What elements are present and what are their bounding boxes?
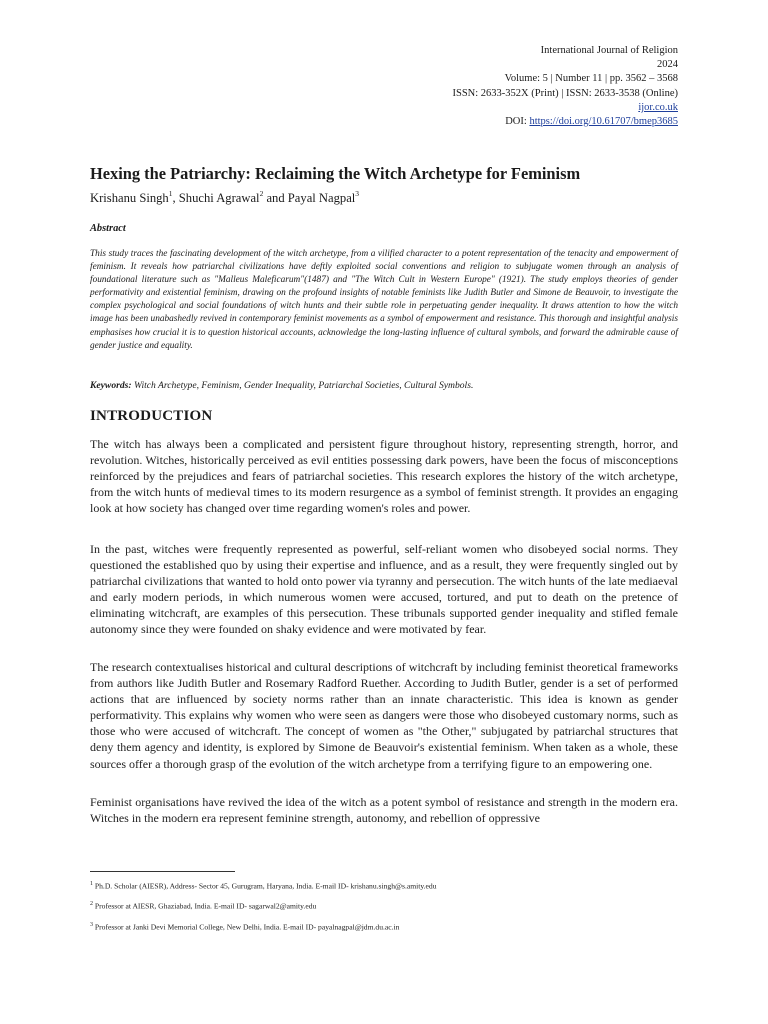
doi-link[interactable]: https://doi.org/10.61707/bmep3685 [529, 116, 678, 128]
abstract-heading: Abstract [90, 223, 126, 234]
intro-paragraph: Feminist organisations have revived the idea of the witch as a potent symbol of resistance and strength in the modern era. Witches in the modern era represent feminine strength, autonomy, and rebellion of oppressive [90, 795, 678, 826]
paper-title: Hexing the Patriarchy: Reclaiming the Witch Archetype for Feminism [90, 164, 581, 183]
journal-name: International Journal of Religion [540, 45, 678, 56]
footnote [90, 901, 690, 911]
author-footnote-mark: 2 [259, 189, 264, 198]
footnote-text: Professor at AIESR, Ghaziabad, India. E-mail ID- sagarwal2@amity.edu [94, 901, 317, 911]
author-list [90, 191, 359, 206]
doi-label: DOI: [505, 116, 527, 128]
journal-website-link[interactable]: ijor.co.uk [638, 101, 678, 113]
footnote [90, 922, 690, 932]
journal-volume: Volume: 5 | Number 11 | pp. 3562 – 3568 [504, 73, 678, 85]
doi-line [452, 115, 678, 129]
journal-issn: ISSN: 2633-352X (Print) | ISSN: 2633-3538 (Online) [452, 87, 678, 99]
author-separator: and [263, 191, 288, 205]
intro-paragraph: The witch has always been a complicated and persistent figure throughout history, representing strength, horror, and revolution. Witches, historically perceived as evil entities possessing dark powers, have been the focus of misconceptions reinforced by the prejudices and fears of patriarchal societies. This research explores the history of the witch archetype, from the witch hunts of medieval times to its modern resurgence as a symbol of feminist strength. It provides an engaging look at how society has changed over time regarding women's roles and power. [90, 437, 678, 516]
intro-paragraph: In the past, witches were frequently represented as powerful, self-reliant women who disobeyed social norms. They questioned the established quo by using their expertise and influence, and as a result, they were frequently singled out by patriarchal civilizations that wanted to hold onto power via tyranny and persecution. The witch hunts of the late mediaeval and early modern periods, in which numerous women were accused, tortured, and put to death on the pretence of eliminating witchcraft, are examples of this persecution. These tribunals supported gender inequality and stifled female autonomy since they were founded on shaky evidence and were motivated by fear. [90, 542, 678, 637]
footnote-divider [90, 871, 235, 872]
author-name: Krishanu Singh [90, 191, 169, 205]
footnote-text: Professor at Janki Devi Memorial College, New Delhi, India. E-mail ID- payalnagpal@jdm.du.ac.in [94, 922, 400, 932]
keywords-line [90, 380, 678, 391]
footnote-text: Ph.D. Scholar (AIESR), Address- Sector 45, Gurugram, Haryana, India. E-mail ID- krishanu.singh@s.amity.edu [94, 881, 437, 891]
footnote-mark: 2 [90, 901, 93, 907]
author-name: Payal Nagpal [287, 191, 356, 205]
author-name: Shuchi Agrawal [178, 191, 260, 205]
author-footnote-mark: 3 [355, 189, 360, 198]
footnote-mark: 1 [90, 881, 93, 887]
journal-header [452, 44, 678, 129]
author-footnote-mark: 1 [168, 189, 173, 198]
intro-paragraph: The research contextualises historical and cultural descriptions of witchcraft by including feminist theoretical frameworks from authors like Judith Butler and Rosemary Radford Ruether. According to Judith Butler, gender is a set of performed actions that are influenced by society norms rather than an innate characteristic. This idea is known as gender performativity. This explains why women who were seen as dangers were those who disobeyed customary norms, such as those who were accused of witchcraft. The concept of women as "the Other," subjugated by patriarchal structures that deny them agency and identity, is explored by Simone de Beauvoir's existential feminism. When taken as a whole, these sources offer a thorough grasp of the evolution of the witch archetype from a terrifying figure to an empowering one. [90, 660, 678, 771]
keywords-label: Keywords: [90, 380, 132, 391]
journal-year: 2024 [657, 59, 678, 71]
footnote-mark: 3 [90, 922, 93, 928]
abstract-text: This study traces the fascinating development of the witch archetype, from a vilified character to a potent representation of the tenacity and empowerment of feminism. It reveals how patriarchal civilizations have deftly exploited social conventions and religion to subjugate women through an analysis of foundational literature such as "Malleus Maleficarum"(1487) and "The Witch Cult in Western Europe" (1921). The study employs theories of gender performativity and existential feminism, drawing on the profound insights of notable feminists like Judith Butler and Simone de Beauvoir, to investigate the complex psychological and social foundations of witch hunts and their subtle role in perpetuating gender inequality. It draws attention to how the witch image has been unabashedly revived in contemporary feminist movements as a symbol of empowerment and resistance. This thorough and insightful analysis emphasises how crucial it is to question historical accounts, acknowledge the long-lasting influence of cultural symbols, and forward the admirable cause of gender justice and equality. [90, 249, 678, 351]
keywords-text: Witch Archetype, Feminism, Gender Inequality, Patriarchal Societies, Cultural Symbols. [133, 380, 474, 391]
author-separator: , [172, 191, 179, 205]
introduction-heading: INTRODUCTION [90, 408, 213, 424]
footnote [90, 881, 690, 891]
